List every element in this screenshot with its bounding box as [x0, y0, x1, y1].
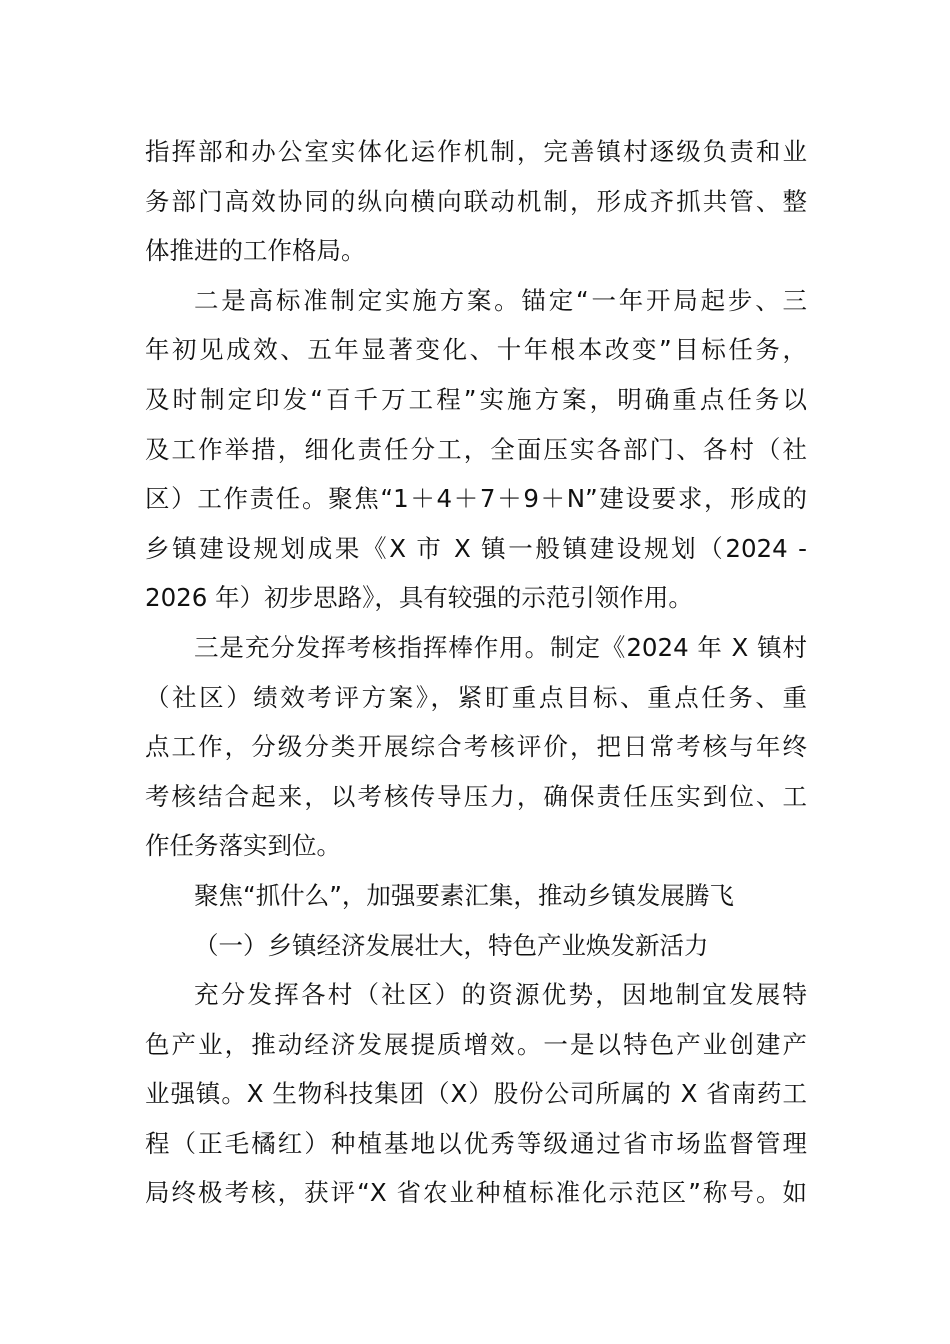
- text-line: 二是高标准制定实施方案。锚定“一年开局起步、三: [194, 285, 807, 315]
- text-line: 三是充分发挥考核指挥棒作用。制定《2024 年 X 镇村: [194, 632, 807, 662]
- text-line: 及工作举措，细化责任分工，全面压实各部门、各村（社: [145, 434, 807, 464]
- text-line: 2026 年）初步思路》，具有较强的示范引领作用。: [145, 583, 693, 613]
- text-line: 点工作，分级分类开展综合考核评价，把日常考核与年终: [145, 732, 807, 762]
- text-line: 务部门高效协同的纵向横向联动机制，形成齐抓共管、整: [145, 186, 807, 216]
- text-line: 体推进的工作格局。: [145, 236, 366, 266]
- text-line: （一）乡镇经济发展壮大，特色产业焕发新活力: [194, 930, 709, 960]
- text-line: 色产业，推动经济发展提质增效。一是以特色产业创建产: [145, 1029, 807, 1059]
- document-body: [145, 127, 807, 1218]
- text-line: 作任务落实到位。: [145, 831, 341, 861]
- text-line: 指挥部和办公室实体化运作机制，完善镇村逐级负责和业: [145, 137, 807, 166]
- text-line: 乡镇建设规划成果《X 市 X 镇一般镇建设规划（2024 -: [145, 533, 807, 563]
- text-line: 考核结合起来，以考核传导压力，确保责任压实到位、工: [145, 781, 807, 811]
- text-line: 程（正毛橘红）种植基地以优秀等级通过省市场监督管理: [145, 1128, 807, 1158]
- text-line: 充分发挥各村（社区）的资源优势，因地制宜发展特: [194, 980, 807, 1010]
- text-line: （社区）绩效考评方案》，紧盯重点目标、重点任务、重: [145, 682, 807, 712]
- text-line: 聚焦“抓什么”，加强要素汇集，推动乡镇发展腾飞: [194, 880, 734, 910]
- text-line: 区）工作责任。聚焦“1＋4＋7＋9＋N”建设要求，形成的: [145, 484, 807, 514]
- text-line: 年初见成效、五年显著变化、十年根本改变”目标任务，: [145, 335, 807, 365]
- text-line: 局终极考核，获评“X 省农业种植标准化示范区”称号。如: [145, 1178, 807, 1208]
- text-line: 及时制定印发“百千万工程”实施方案，明确重点任务以: [145, 384, 807, 414]
- text-line: 业强镇。X 生物科技集团（X）股份公司所属的 X 省南药工: [145, 1079, 807, 1109]
